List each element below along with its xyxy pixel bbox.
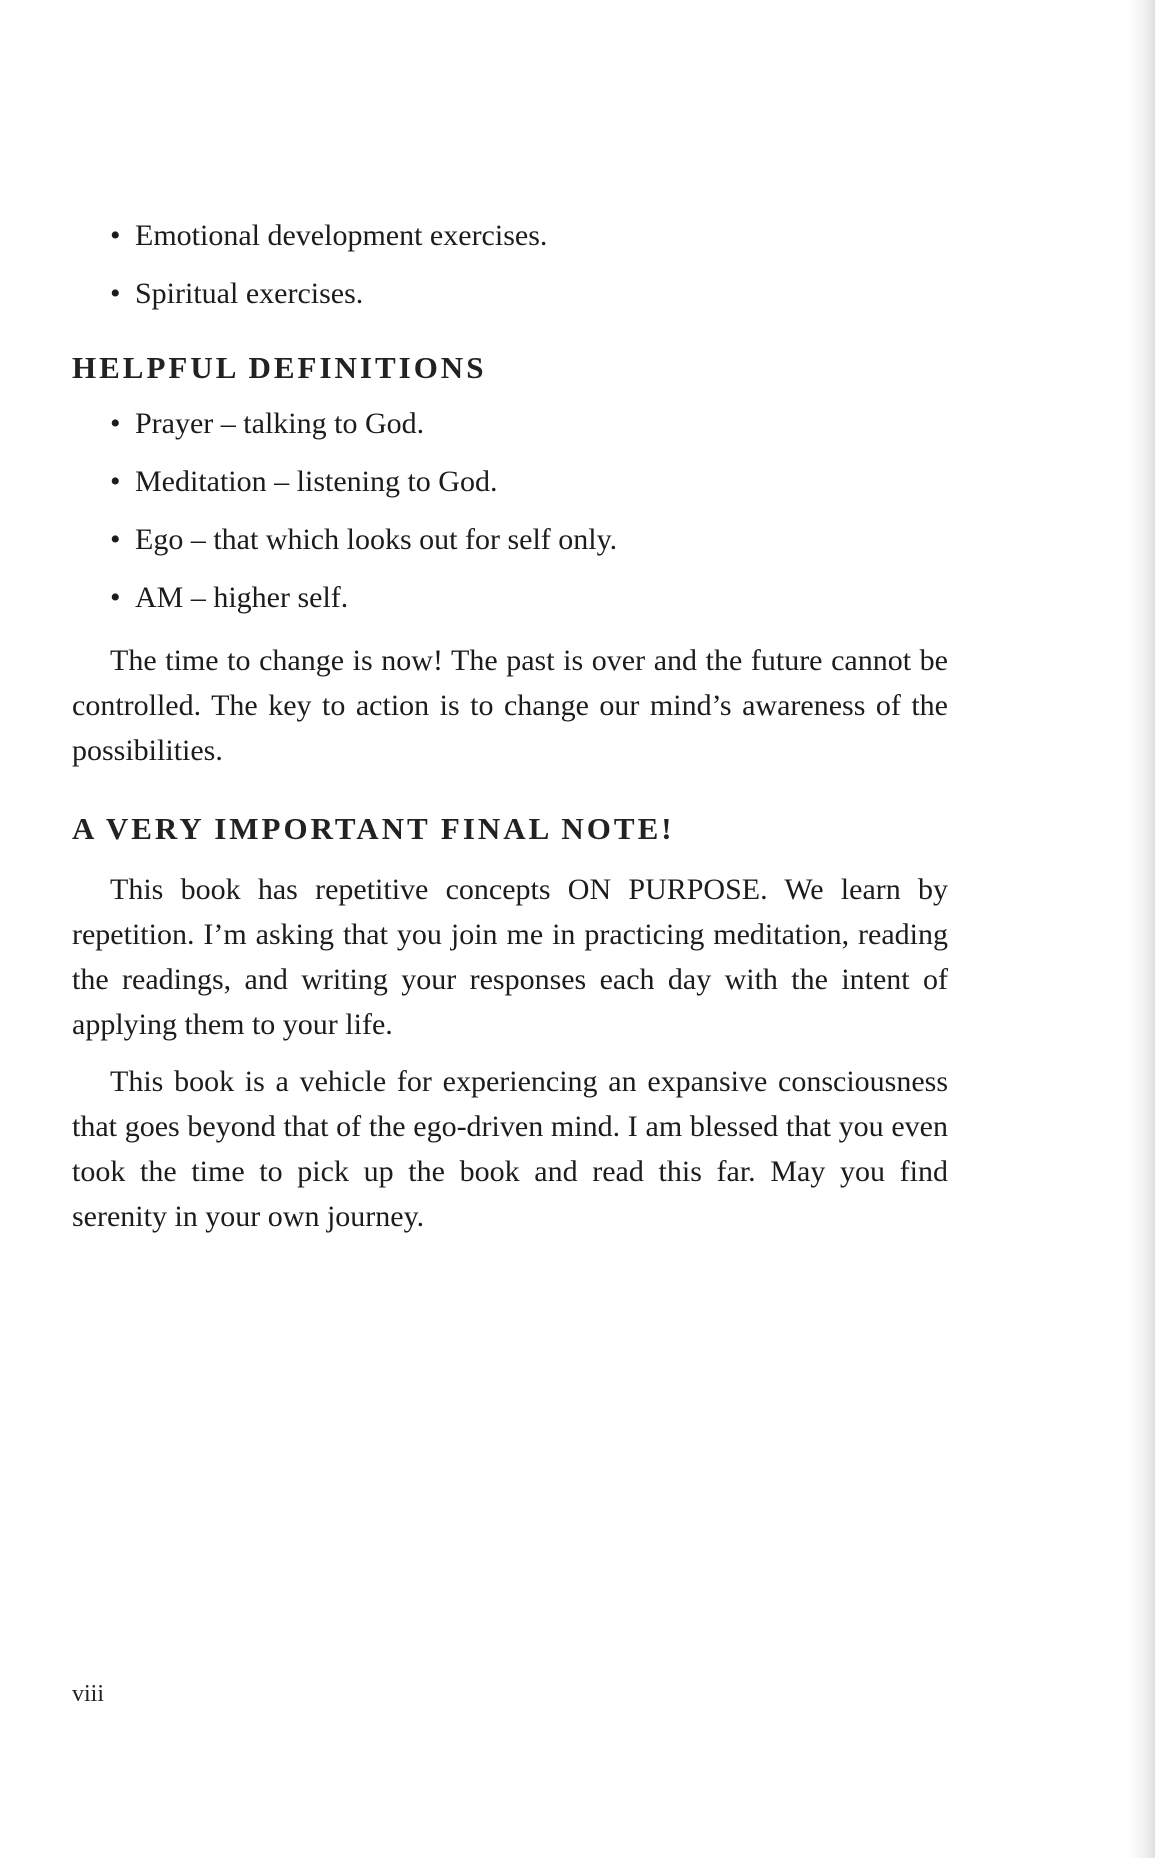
list-item: [72, 406, 948, 442]
exercise-list: [72, 218, 948, 312]
bullet-icon: •: [110, 407, 121, 440]
bullet-icon: •: [110, 465, 121, 498]
list-item: [72, 522, 948, 558]
section-heading-definitions: HELPFUL DEFINITIONS: [72, 350, 487, 385]
list-item: [72, 580, 948, 616]
paragraph-vehicle: This book is a vehicle for experiencing an expansive consciousness that goes beyond that of the ego-driven mind. I am blessed that you even took the time to pick up the book and read this far. May you find serenity in your own journey.: [72, 1065, 948, 1233]
bullet-icon: •: [110, 581, 121, 614]
bullet-icon: •: [110, 219, 121, 252]
page-edge-shadow: [1127, 0, 1155, 1858]
definitions-list: [72, 406, 948, 616]
list-item: [72, 464, 948, 500]
list-item-text: Meditation – listening to God.: [135, 465, 498, 498]
bullet-icon: •: [110, 277, 121, 310]
page-content: [72, 218, 948, 1251]
list-item: [72, 276, 948, 312]
list-item-text: Emotional development exercises.: [135, 219, 548, 252]
page-number: viii: [72, 1681, 105, 1707]
paragraph-time-to-change: The time to change is now! The past is over and the future cannot be controlled. The key to action is to change our mind’s awareness of the possibilities.: [72, 644, 948, 767]
paragraph-repetition: This book has repetitive concepts ON PURPOSE. We learn by repetition. I’m asking that you join me in practicing meditation, reading the readings, and writing your responses each day with the intent of applying them to your life.: [72, 873, 948, 1041]
list-item-text: Prayer – talking to God.: [135, 407, 425, 440]
bullet-icon: •: [110, 523, 121, 556]
section-heading-final-note: A VERY IMPORTANT FINAL NOTE!: [72, 811, 675, 846]
list-item-text: Spiritual exercises.: [135, 277, 364, 310]
list-item-text: AM – higher self.: [135, 581, 349, 614]
list-item: [72, 218, 948, 254]
list-item-text: Ego – that which looks out for self only.: [135, 523, 618, 556]
